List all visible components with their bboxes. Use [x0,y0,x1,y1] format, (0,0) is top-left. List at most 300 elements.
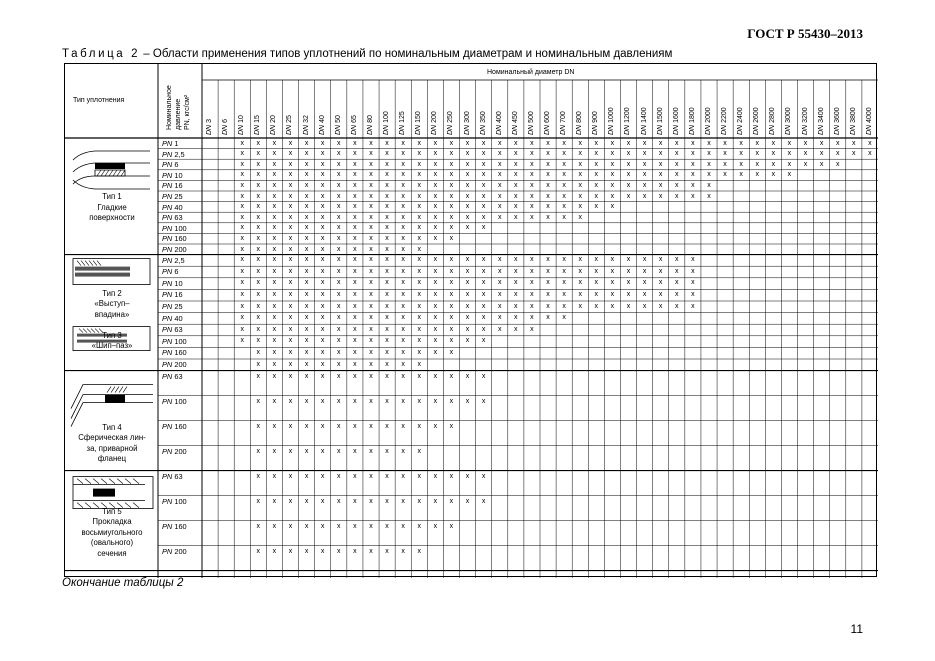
applicability-mark: x [562,181,566,189]
applicability-mark: x [594,256,599,264]
applicability-mark: x [417,224,421,232]
applicability-mark: x [320,181,325,189]
applicability-mark: x [433,522,438,530]
applicability-mark: x [562,302,566,310]
seal-type-label [67,423,157,465]
applicability-mark: x [546,314,550,322]
applicability-mark: x [465,160,470,168]
applicability-mark: x [401,256,405,264]
pn-cell: PN 160 [162,234,187,244]
applicability-mark: x [272,325,277,333]
applicability-mark: x [481,181,486,189]
applicability-mark: x [658,256,663,264]
applicability-mark: x [256,325,261,333]
seal-type-line: за, приварной [86,443,138,453]
applicability-mark: x [337,360,341,368]
applicability-mark: x [497,171,502,179]
applicability-mark: x [481,472,486,480]
applicability-mark: x [385,337,389,345]
applicability-mark: x [337,267,341,275]
applicability-mark: x [401,397,405,405]
applicability-mark: x [304,302,309,310]
applicability-mark: x [353,203,357,211]
applicability-mark: x [433,192,438,200]
applicability-mark: x [449,160,454,168]
seal-type-line: поверхности [89,213,135,222]
applicability-mark: x [256,360,261,368]
dn-header-3: DN 3 [206,119,213,135]
dn-header-15: DN 15 [254,115,262,135]
dn-header-250: DN 250 [447,111,455,135]
applicability-mark: x [304,203,309,211]
applicability-mark: x [562,290,566,298]
applicability-mark: x [288,547,293,555]
applicability-mark: x [723,139,727,147]
dn-header-3400: DN 3400 [817,107,825,135]
applicability-mark: x [256,314,261,322]
applicability-mark: x [465,203,470,211]
applicability-mark: x [433,290,438,298]
applicability-mark: x [353,337,357,345]
dn-header-1600: DN 1600 [672,107,680,135]
applicability-mark: x [465,279,470,287]
applicability-mark: x [691,267,695,275]
applicability-mark: x [514,192,518,200]
applicability-mark: x [417,279,421,287]
applicability-mark: x [578,139,582,147]
applicability-mark: x [642,139,647,147]
applicability-mark: x [353,256,357,264]
seal-type-line: Тип 3 [102,330,122,340]
applicability-mark: x [256,497,261,505]
applicability-mark: x [272,348,277,356]
applicability-mark: x [385,139,389,147]
applicability-mark: x [465,181,470,189]
applicability-mark: x [369,547,373,555]
applicability-mark: x [739,150,743,158]
applicability-mark: x [320,302,325,310]
applicability-mark: x [514,160,518,168]
applicability-mark: x [658,181,663,189]
applicability-mark: x [304,290,309,298]
applicability-mark: x [465,171,470,179]
applicability-mark: x [369,279,373,287]
seal-type-line: «Выступ– [94,299,130,309]
applicability-mark: x [642,279,647,287]
applicability-mark: x [739,171,743,179]
applicability-mark: x [256,522,261,530]
applicability-mark: x [385,372,389,380]
applicability-mark: x [272,160,277,168]
applicability-mark: x [385,224,389,232]
applicability-mark: x [675,256,679,264]
applicability-mark: x [546,160,550,168]
applicability-mark: x [304,522,309,530]
applicability-mark: x [353,472,357,480]
applicability-mark: x [401,267,405,275]
applicability-mark: x [417,314,421,322]
applicability-mark: x [497,213,502,221]
applicability-mark: x [562,150,566,158]
applicability-mark: x [320,139,325,147]
applicability-mark: x [417,171,421,179]
pn-cell: PN 1 [162,139,179,148]
applicability-mark: x [401,497,405,505]
applicability-mark: x [304,267,309,275]
dn-header-3000: DN 3000 [785,107,793,135]
applicability-mark: x [626,279,631,287]
applicability-mark: x [240,171,244,179]
applicability-mark: x [320,279,325,287]
pn-cell: PN 25 [162,192,183,201]
applicability-mark: x [530,256,534,264]
applicability-mark: x [433,325,438,333]
applicability-mark: x [272,302,277,310]
applicability-mark: x [481,290,486,298]
pn-cell: PN 6 [162,160,179,170]
applicability-mark: x [401,160,405,168]
applicability-mark: x [272,314,277,322]
applicability-mark: x [304,360,309,368]
applicability-mark: x [497,267,502,275]
seal-type-line: Прокладка [92,517,132,527]
applicability-mark: x [562,139,566,147]
applicability-mark: x [465,192,470,200]
applicability-mark: x [272,139,277,147]
applicability-mark: x [803,160,808,168]
applicability-mark: x [610,279,615,287]
applicability-mark: x [449,213,454,221]
applicability-mark: x [626,171,631,179]
applicability-mark: x [401,325,405,333]
applicability-mark: x [417,447,421,455]
applicability-mark: x [739,160,743,168]
applicability-mark: x [465,213,470,221]
applicability-mark: x [320,497,325,505]
applicability-mark: x [401,348,405,356]
applicability-mark: x [401,203,405,211]
applicability-mark: x [320,224,325,232]
applicability-mark: x [385,325,389,333]
applicability-mark: x [401,360,405,368]
applicability-mark: x [320,192,325,200]
applicability-mark: x [578,181,582,189]
applicability-mark: x [481,372,486,380]
applicability-mark: x [385,192,389,200]
applicability-mark: x [272,150,277,158]
applicability-mark: x [288,139,293,147]
applicability-mark: x [337,150,341,158]
applicability-mark: x [385,497,389,505]
header-pressure-line1: Номинальное [166,85,173,130]
applicability-mark: x [304,472,309,480]
applicability-mark: x [353,234,357,242]
applicability-mark: x [256,472,261,480]
applicability-mark: x [481,325,486,333]
applicability-mark: x [320,360,325,368]
table-caption [62,48,672,60]
applicability-mark: x [658,267,663,275]
applicability-mark: x [465,372,470,380]
applicability-mark: x [835,160,840,168]
applicability-mark: x [497,290,502,298]
applicability-mark: x [240,234,244,242]
applicability-mark: x [272,213,277,221]
applicability-mark: x [562,203,566,211]
applicability-mark: x [369,203,373,211]
applicability-mark: x [417,497,421,505]
applicability-mark: x [852,150,856,158]
applicability-mark: x [272,267,277,275]
applicability-mark: x [433,181,438,189]
applicability-mark: x [417,325,421,333]
applicability-mark: x [304,224,309,232]
applicability-mark: x [594,290,599,298]
applicability-mark: x [240,213,244,221]
applicability-mark: x [465,314,470,322]
applicability-mark: x [337,302,341,310]
applicability-mark: x [594,192,599,200]
applicability-mark: x [337,160,341,168]
applicability-mark: x [449,267,454,275]
applicability-mark: x [642,192,647,200]
header-pressure-line3: PN, кгс/см² [184,94,191,130]
pn-cell: PN 100 [162,396,187,406]
applicability-mark: x [320,348,325,356]
applicability-mark: x [578,302,582,310]
applicability-mark: x [417,245,421,253]
applicability-mark: x [304,497,309,505]
applicability-mark: x [385,472,389,480]
applicability-mark: x [658,150,663,158]
applicability-mark: x [369,360,373,368]
applicability-mark: x [272,422,277,430]
pn-cell: PN 200 [162,360,187,369]
pn-cell: PN 160 [162,421,187,431]
applicability-mark: x [562,160,566,168]
applicability-mark: x [337,472,341,480]
applicability-mark: x [288,397,293,405]
applicability-mark: x [337,139,341,147]
applicability-mark: x [481,314,486,322]
applicability-mark: x [369,447,373,455]
dn-header-2000: DN 2000 [704,107,712,135]
applicability-mark: x [433,472,438,480]
applicability-mark: x [353,397,357,405]
applicability-mark: x [449,234,454,242]
applicability-mark: x [868,150,872,158]
applicability-mark: x [337,224,341,232]
pn-cell: PN 63 [162,471,183,481]
applicability-mark: x [546,290,550,298]
applicability-mark: x [578,192,582,200]
applicability-mark: x [401,302,405,310]
applicability-mark: x [449,290,454,298]
applicability-mark: x [288,160,293,168]
applicability-mark: x [337,337,341,345]
applicability-mark: x [256,397,261,405]
applicability-mark: x [417,139,421,147]
applicability-mark: x [256,290,261,298]
applicability-mark: x [449,497,454,505]
applicability-mark: x [353,245,357,253]
applicability-mark: x [771,160,776,168]
applicability-mark: x [433,422,438,430]
applicability-mark: x [514,314,518,322]
table-caption-text: – Области применения типов уплотнений по номинальным диаметрам и номинальным давлениям [140,48,673,60]
applicability-mark: x [369,150,373,158]
applicability-mark: x [320,245,325,253]
applicability-mark: x [240,337,244,345]
applicability-mark: x [465,290,470,298]
applicability-mark: x [256,348,261,356]
applicability-mark: x [256,192,261,200]
applicability-mark: x [288,267,293,275]
seal-type-line: восьмиугольного [81,527,143,537]
seal-type-line: Тип 1 [102,192,122,201]
dn-header-40: DN 40 [318,115,326,135]
applicability-mark: x [385,302,389,310]
seal-type-label [67,507,157,560]
applicability-mark: x [369,372,373,380]
dn-header-500: DN 500 [527,111,535,135]
applicability-mark: x [675,267,679,275]
applicability-mark: x [675,160,679,168]
dn-header-800: DN 800 [576,111,584,135]
applicability-mark: x [288,447,293,455]
applicability-mark: x [288,302,293,310]
applicability-mark: x [256,302,261,310]
applicability-mark: x [417,522,421,530]
applicability-mark: x [337,447,341,455]
dn-header-2800: DN 2800 [769,107,777,135]
applicability-mark: x [337,372,341,380]
applicability-mark: x [433,372,438,380]
applicability-mark: x [642,160,647,168]
applicability-mark: x [369,348,373,356]
applicability-mark: x [562,213,566,221]
applicability-mark: x [417,360,421,368]
applicability-mark: x [353,522,357,530]
applicability-mark: x [691,160,695,168]
applicability-mark: x [385,267,389,275]
applicability-mark: x [320,203,325,211]
applicability-mark: x [707,160,711,168]
applicability-mark: x [626,302,631,310]
applicability-mark: x [530,203,534,211]
header-pressure-line2: давление [175,98,182,130]
applicability-mark: x [256,203,261,211]
applicability-mark: x [369,497,373,505]
dn-header-600: DN 600 [544,111,551,135]
applicability-mark: x [337,181,341,189]
applicability-mark: x [449,302,454,310]
applicability-mark: x [497,160,502,168]
applicability-mark: x [369,337,373,345]
applicability-mark: x [240,160,244,168]
applicability-mark: x [417,348,421,356]
applicability-mark: x [465,267,470,275]
applicability-mark: x [401,290,405,298]
applicability-mark: x [514,279,518,287]
applicability-mark: x [401,234,405,242]
applicability-mark: x [288,290,293,298]
applicability-mark: x [401,150,405,158]
applicability-mark: x [272,245,277,253]
dn-header-20: DN 20 [270,115,278,135]
applicability-mark: x [433,497,438,505]
applicability-mark: x [337,279,341,287]
applicability-mark: x [320,160,325,168]
applicability-mark: x [401,472,405,480]
applicability-mark: x [417,160,421,168]
applicability-mark: x [530,279,534,287]
applicability-mark: x [385,150,389,158]
applicability-mark: x [514,150,518,158]
applicability-mark: x [256,447,261,455]
applicability-mark: x [578,160,582,168]
pn-cell: PN 200 [162,446,187,456]
pn-cell: PN 40 [162,313,183,323]
dn-header-400: DN 400 [495,111,503,135]
applicability-mark: x [337,213,341,221]
applicability-mark: x [594,150,599,158]
applicability-mark: x [433,397,438,405]
applicability-mark: x [642,290,647,298]
applicability-mark: x [562,192,566,200]
applicability-mark: x [304,171,309,179]
dn-header-450: DN 450 [511,111,519,135]
applicability-mark: x [465,256,470,264]
applicability-mark: x [256,224,261,232]
applicability-mark: x [449,348,454,356]
applicability-mark: x [353,150,357,158]
applicability-mark: x [369,256,373,264]
applicability-mark: x [497,302,502,310]
applicability-mark: x [481,256,486,264]
seal-type-line: фланец [97,454,127,464]
applicability-mark: x [369,160,373,168]
dn-header-6: DN 6 [222,119,230,135]
applicability-mark: x [481,397,486,405]
applicability-mark: x [401,279,405,287]
applicability-mark: x [320,447,325,455]
applicability-mark: x [707,150,711,158]
applicability-mark: x [530,150,534,158]
page-number: 11 [850,622,863,636]
applicability-mark: x [288,213,293,221]
applicability-mark: x [514,213,518,221]
applicability-mark: x [465,497,470,505]
applicability-mark: x [272,522,277,530]
applicability-table [64,63,877,577]
applicability-mark: x [707,171,711,179]
applicability-mark: x [514,325,518,333]
applicability-mark: x [272,397,277,405]
applicability-mark: x [530,171,534,179]
seal-type-line: Тип 4 [102,422,122,432]
dn-header-700: DN 700 [560,111,568,135]
applicability-mark: x [385,279,389,287]
applicability-mark: x [465,397,470,405]
applicability-mark: x [304,234,309,242]
applicability-mark: x [594,139,599,147]
applicability-mark: x [578,256,582,264]
applicability-mark: x [497,279,502,287]
applicability-mark: x [320,171,325,179]
applicability-mark: x [562,267,566,275]
pn-cell: PN 100 [162,223,187,233]
